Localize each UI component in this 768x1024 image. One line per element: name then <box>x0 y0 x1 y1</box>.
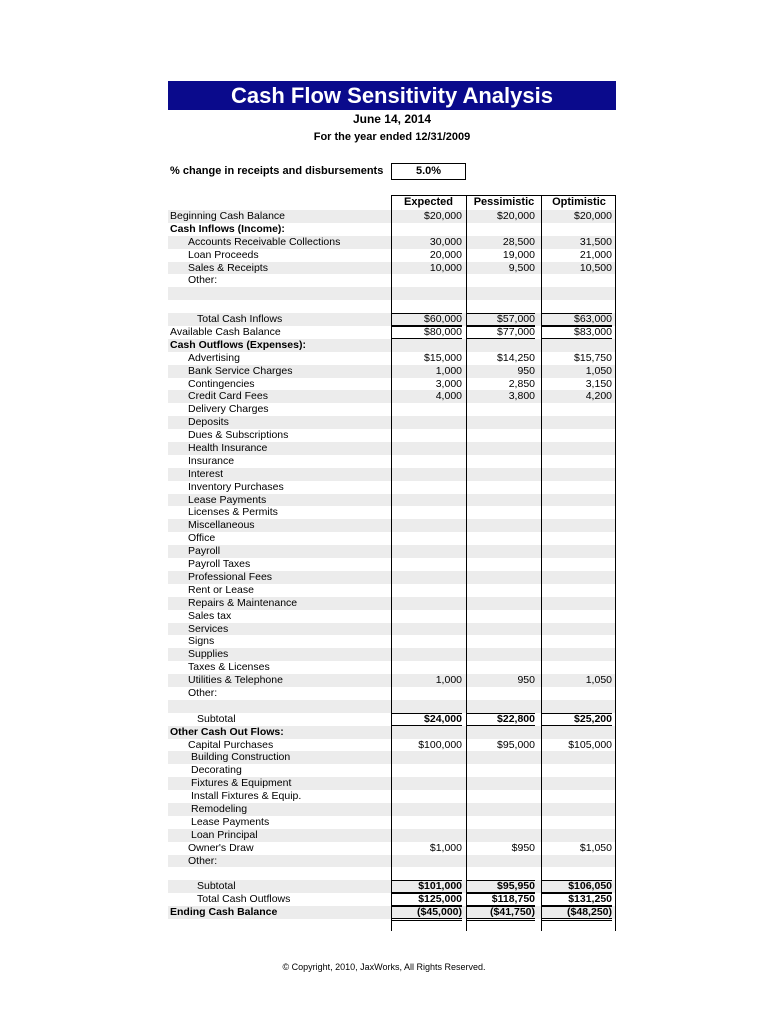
cell-expected[interactable]: 20,000 <box>429 248 462 261</box>
row-label: Repairs & Maintenance <box>188 596 298 609</box>
row-label: Sales & Receipts <box>188 261 268 274</box>
row-label: Licenses & Permits <box>188 506 278 519</box>
cell-optimistic[interactable]: $15,750 <box>574 351 612 364</box>
row-label: Loan Principal <box>191 828 258 841</box>
row-label: Advertising <box>188 351 240 364</box>
page-title: Cash Flow Sensitivity Analysis <box>168 81 616 110</box>
row-label: Accounts Receivable Collections <box>188 235 341 248</box>
cell-pessimistic[interactable]: $118,750 <box>467 893 535 906</box>
cell-pessimistic[interactable]: 19,000 <box>502 248 535 261</box>
row-label: Inventory Purchases <box>188 480 284 493</box>
row-label: Ending Cash Balance <box>170 906 278 919</box>
row-label: Other: <box>188 854 218 867</box>
row-label: Office <box>188 532 216 545</box>
pct-change-label: % change in receipts and disbursements <box>170 165 384 177</box>
row-label: Credit Card Fees <box>188 390 268 403</box>
cell-optimistic[interactable]: ($48,250) <box>542 906 612 921</box>
report-date: June 14, 2014 <box>352 112 432 126</box>
row-label: Insurance <box>188 454 235 467</box>
cell-expected[interactable]: $100,000 <box>418 738 462 751</box>
cell-pessimistic[interactable]: 950 <box>517 364 535 377</box>
row-label: Loan Proceeds <box>188 248 259 261</box>
cell-optimistic[interactable]: $1,050 <box>579 841 612 854</box>
cell-expected[interactable]: 3,000 <box>435 377 462 390</box>
row-label: Subtotal <box>197 880 236 893</box>
cell-expected[interactable]: 4,000 <box>435 390 462 403</box>
row-label: Total Cash Outflows <box>197 893 291 906</box>
grid-line <box>391 195 392 931</box>
cell-optimistic[interactable]: 1,050 <box>585 364 612 377</box>
cell-pessimistic[interactable]: 28,500 <box>502 235 535 248</box>
cell-expected[interactable]: $125,000 <box>392 893 462 906</box>
copyright-text: © Copyright, 2010, JaxWorks, All Rights Reserved. <box>282 962 486 972</box>
cell-expected[interactable]: ($45,000) <box>392 906 462 921</box>
cell-pessimistic[interactable]: $77,000 <box>467 326 535 339</box>
column-header-optimistic: Optimistic <box>552 196 606 208</box>
grid-line <box>466 195 467 931</box>
row-label: Cash Inflows (Income): <box>170 222 285 235</box>
row-label: Remodeling <box>191 802 248 815</box>
report-period: For the year ended 12/31/2009 <box>313 131 471 143</box>
cell-expected[interactable]: $80,000 <box>392 326 462 339</box>
row-label: Other: <box>188 274 218 287</box>
row-label: Rent or Lease <box>188 583 254 596</box>
cell-pessimistic[interactable]: $57,000 <box>467 313 535 326</box>
row-label: Deposits <box>188 416 229 429</box>
cell-expected[interactable]: $20,000 <box>424 210 462 222</box>
cell-expected[interactable]: $24,000 <box>392 713 462 726</box>
cell-pessimistic[interactable]: $20,000 <box>497 210 535 222</box>
row-label: Bank Service Charges <box>188 364 293 377</box>
cell-optimistic[interactable]: $25,200 <box>542 713 612 726</box>
column-header-pessimistic: Pessimistic <box>473 196 535 208</box>
row-label: Contingencies <box>188 377 255 390</box>
cell-pessimistic[interactable]: $22,800 <box>467 713 535 726</box>
cell-expected[interactable]: $60,000 <box>392 313 462 326</box>
pct-change-input[interactable]: 5.0% <box>391 163 466 180</box>
row-label: Other: <box>188 686 218 699</box>
row-label: Professional Fees <box>188 570 273 583</box>
cell-optimistic[interactable]: $83,000 <box>542 326 612 339</box>
row-label: Signs <box>188 635 215 648</box>
row-label: Lease Payments <box>188 493 267 506</box>
cell-optimistic[interactable]: $63,000 <box>542 313 612 326</box>
cell-pessimistic[interactable]: $950 <box>511 841 535 854</box>
cell-expected[interactable]: $1,000 <box>429 841 462 854</box>
row-label: Services <box>188 622 229 635</box>
cell-pessimistic[interactable]: $95,000 <box>497 738 535 751</box>
cell-optimistic[interactable]: $131,250 <box>542 893 612 906</box>
cell-pessimistic[interactable]: ($41,750) <box>467 906 535 921</box>
row-label: Health Insurance <box>188 442 268 455</box>
row-label: Fixtures & Equipment <box>191 777 292 790</box>
row-label: Taxes & Licenses <box>188 661 270 674</box>
column-header-expected: Expected <box>404 196 453 208</box>
row-label: Miscellaneous <box>188 519 255 532</box>
row-label: Sales tax <box>188 609 232 622</box>
row-label: Total Cash Inflows <box>197 313 283 326</box>
row-label: Delivery Charges <box>188 403 269 416</box>
row-label: Lease Payments <box>191 815 270 828</box>
row-label: Install Fixtures & Equip. <box>191 790 302 803</box>
cell-pessimistic[interactable]: 9,500 <box>508 261 535 274</box>
row-label: Payroll <box>188 545 221 558</box>
row-label: Supplies <box>188 648 229 661</box>
row-label: Building Construction <box>191 751 291 764</box>
cell-optimistic[interactable]: $20,000 <box>574 210 612 222</box>
cell-expected[interactable]: 10,000 <box>429 261 462 274</box>
cell-optimistic[interactable]: 21,000 <box>579 248 612 261</box>
cell-optimistic[interactable]: 4,200 <box>585 390 612 403</box>
grid-line <box>615 195 616 931</box>
row-label: Payroll Taxes <box>188 558 251 571</box>
row-label: Other Cash Out Flows: <box>170 725 284 738</box>
row-label: Subtotal <box>197 712 236 725</box>
cell-pessimistic[interactable]: 2,850 <box>508 377 535 390</box>
cell-expected[interactable]: 1,000 <box>435 364 462 377</box>
cell-pessimistic[interactable]: 950 <box>517 674 535 687</box>
row-label: Decorating <box>191 764 242 777</box>
row-label: Dues & Subscriptions <box>188 429 289 442</box>
cell-expected[interactable]: 30,000 <box>429 235 462 248</box>
cell-optimistic[interactable]: $106,050 <box>542 880 612 893</box>
row-label: Interest <box>188 467 224 480</box>
row-label: Cash Outflows (Expenses): <box>170 338 306 351</box>
row-label: Owner's Draw <box>188 841 254 854</box>
cell-optimistic[interactable]: $105,000 <box>568 738 612 751</box>
grid-line <box>541 195 542 931</box>
cell-pessimistic[interactable]: $95,950 <box>467 880 535 893</box>
cell-optimistic[interactable]: 1,050 <box>585 674 612 687</box>
table-grid <box>168 195 616 931</box>
cell-expected[interactable]: 1,000 <box>435 674 462 687</box>
grid-top-line <box>391 195 616 196</box>
cell-pessimistic[interactable]: $14,250 <box>497 351 535 364</box>
row-label: Available Cash Balance <box>170 326 281 339</box>
row-label: Beginning Cash Balance <box>170 210 285 222</box>
cell-optimistic[interactable]: 10,500 <box>579 261 612 274</box>
row-label: Utilities & Telephone <box>188 674 283 687</box>
cell-expected[interactable]: $101,000 <box>392 880 462 893</box>
cell-optimistic[interactable]: 31,500 <box>579 235 612 248</box>
cell-expected[interactable]: $15,000 <box>424 351 462 364</box>
cell-optimistic[interactable]: 3,150 <box>585 377 612 390</box>
row-label: Capital Purchases <box>188 738 274 751</box>
cell-pessimistic[interactable]: 3,800 <box>508 390 535 403</box>
